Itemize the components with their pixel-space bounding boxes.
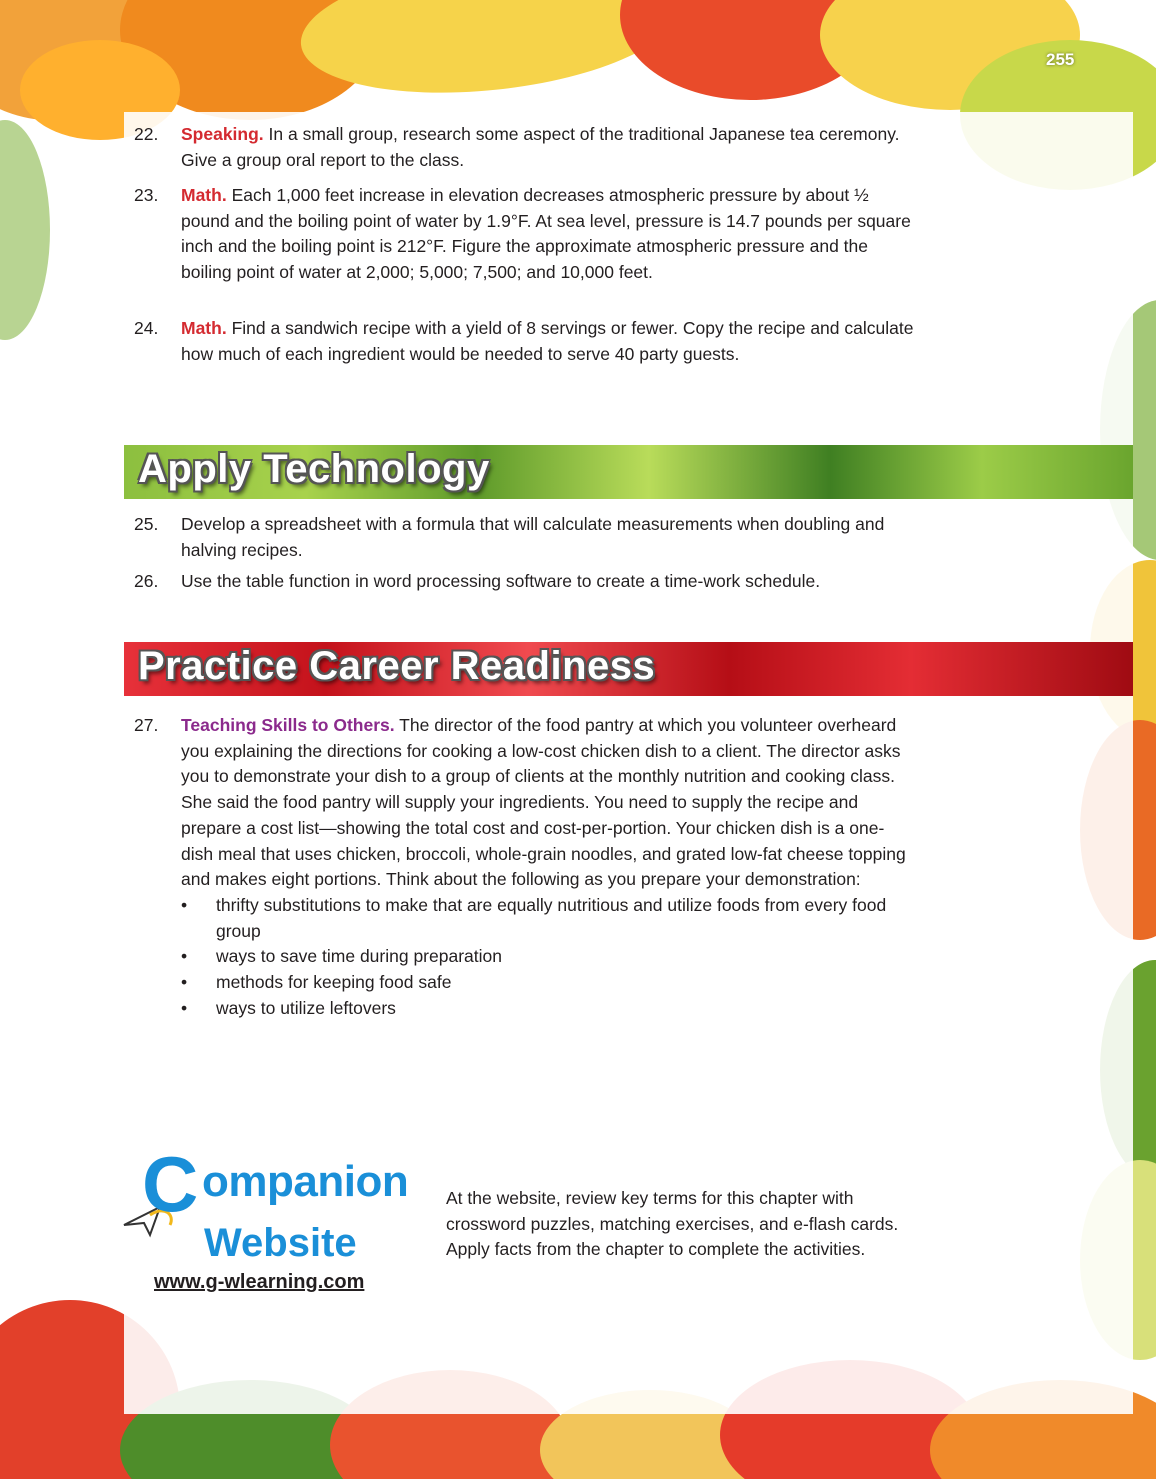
career-readiness-banner: [124, 642, 1133, 696]
list-item: [134, 183, 914, 286]
item-number: 25.: [134, 514, 159, 534]
logo-companion-text: ompanion: [202, 1157, 409, 1206]
item-text: Find a sandwich recipe with a yield of 8 servings or fewer. Copy the recipe and calculate how much of each ingredient would be needed to serve 40 party guests.: [181, 318, 914, 364]
bullet-item: • methods for keeping food safe: [181, 970, 914, 996]
item-text: Develop a spreadsheet with a formula that will calculate measurements when doubling and halving recipes.: [181, 514, 885, 560]
logo-website-text: Website: [204, 1221, 357, 1265]
item-lead: Math.: [181, 318, 227, 338]
item-number: 22.: [134, 124, 159, 144]
bullet-icon: •: [181, 972, 188, 993]
item-text: Each 1,000 feet increase in elevation decreases atmospheric pressure by about ½ pound and the boiling point of water by 1.9°F. At sea level, pressure is 14.7 pounds per square inch and the boiling point is 212°F. Figure the approximate atmospheric pressure and the boiling point of water at 2,000; 5,000; 7,500; and 10,000 feet.: [181, 185, 911, 283]
item-lead: Math.: [181, 185, 227, 205]
item-text: In a small group, research some aspect of the traditional Japanese tea ceremony. Give a group oral report to the class.: [181, 124, 900, 170]
bullet-item: • thrifty substitutions to make that are equally nutritious and utilize foods from every food group: [181, 894, 887, 941]
website-url-link[interactable]: www.g-wlearning.com: [154, 1271, 365, 1293]
section-title: Practice Career Readiness: [138, 644, 656, 688]
apply-technology-banner: [124, 445, 1133, 499]
bullet-item: • ways to save time during preparation: [181, 944, 914, 970]
page-number: 255: [1046, 50, 1075, 69]
item-number: 26.: [134, 571, 159, 591]
item-number: 27.: [134, 715, 159, 735]
list-item: [134, 569, 934, 595]
companion-website-logo: [120, 1140, 420, 1300]
item-lead: Speaking.: [181, 124, 264, 144]
bullet-icon: •: [181, 894, 188, 915]
item-number: 23.: [134, 185, 159, 205]
list-item: [134, 316, 914, 367]
logo-big-c: C: [142, 1140, 199, 1228]
bullet-icon: •: [181, 997, 188, 1018]
item-text: Use the table function in word processing software to create a time-work schedule.: [181, 571, 821, 591]
list-item: [134, 713, 914, 1021]
bullet-list: [181, 893, 914, 1022]
item-lead: Teaching Skills to Others.: [181, 715, 395, 735]
item-number: 24.: [134, 318, 159, 338]
list-item: [134, 122, 914, 173]
list-item: [134, 512, 914, 563]
bullet-icon: •: [181, 946, 188, 967]
section-title: Apply Technology: [138, 447, 490, 491]
item-text: The director of the food pantry at which you volunteer overheard you explaining the directions for cooking a low-cost chicken dish to a client. The director asks you to demonstrate your dish to a group of clients at the monthly nutrition and cooking class. She said the food pantry will supply your ingredients. You need to supply the recipe and prepare a cost list—showing the total cost and cost-per-portion. Your chicken dish is a one-dish meal that uses chicken, broccoli, whole-grain noodles, and grated low-fat cheese topping and makes eight portions. Think about the following as you prepare your demonstration:: [181, 715, 906, 890]
companion-description: At the website, review key terms for this chapter with crossword puzzles, matching exercises, and e-flash cards. Apply facts from the chapter to complete the activities.: [446, 1188, 899, 1260]
bullet-item: • ways to utilize leftovers: [181, 996, 914, 1022]
